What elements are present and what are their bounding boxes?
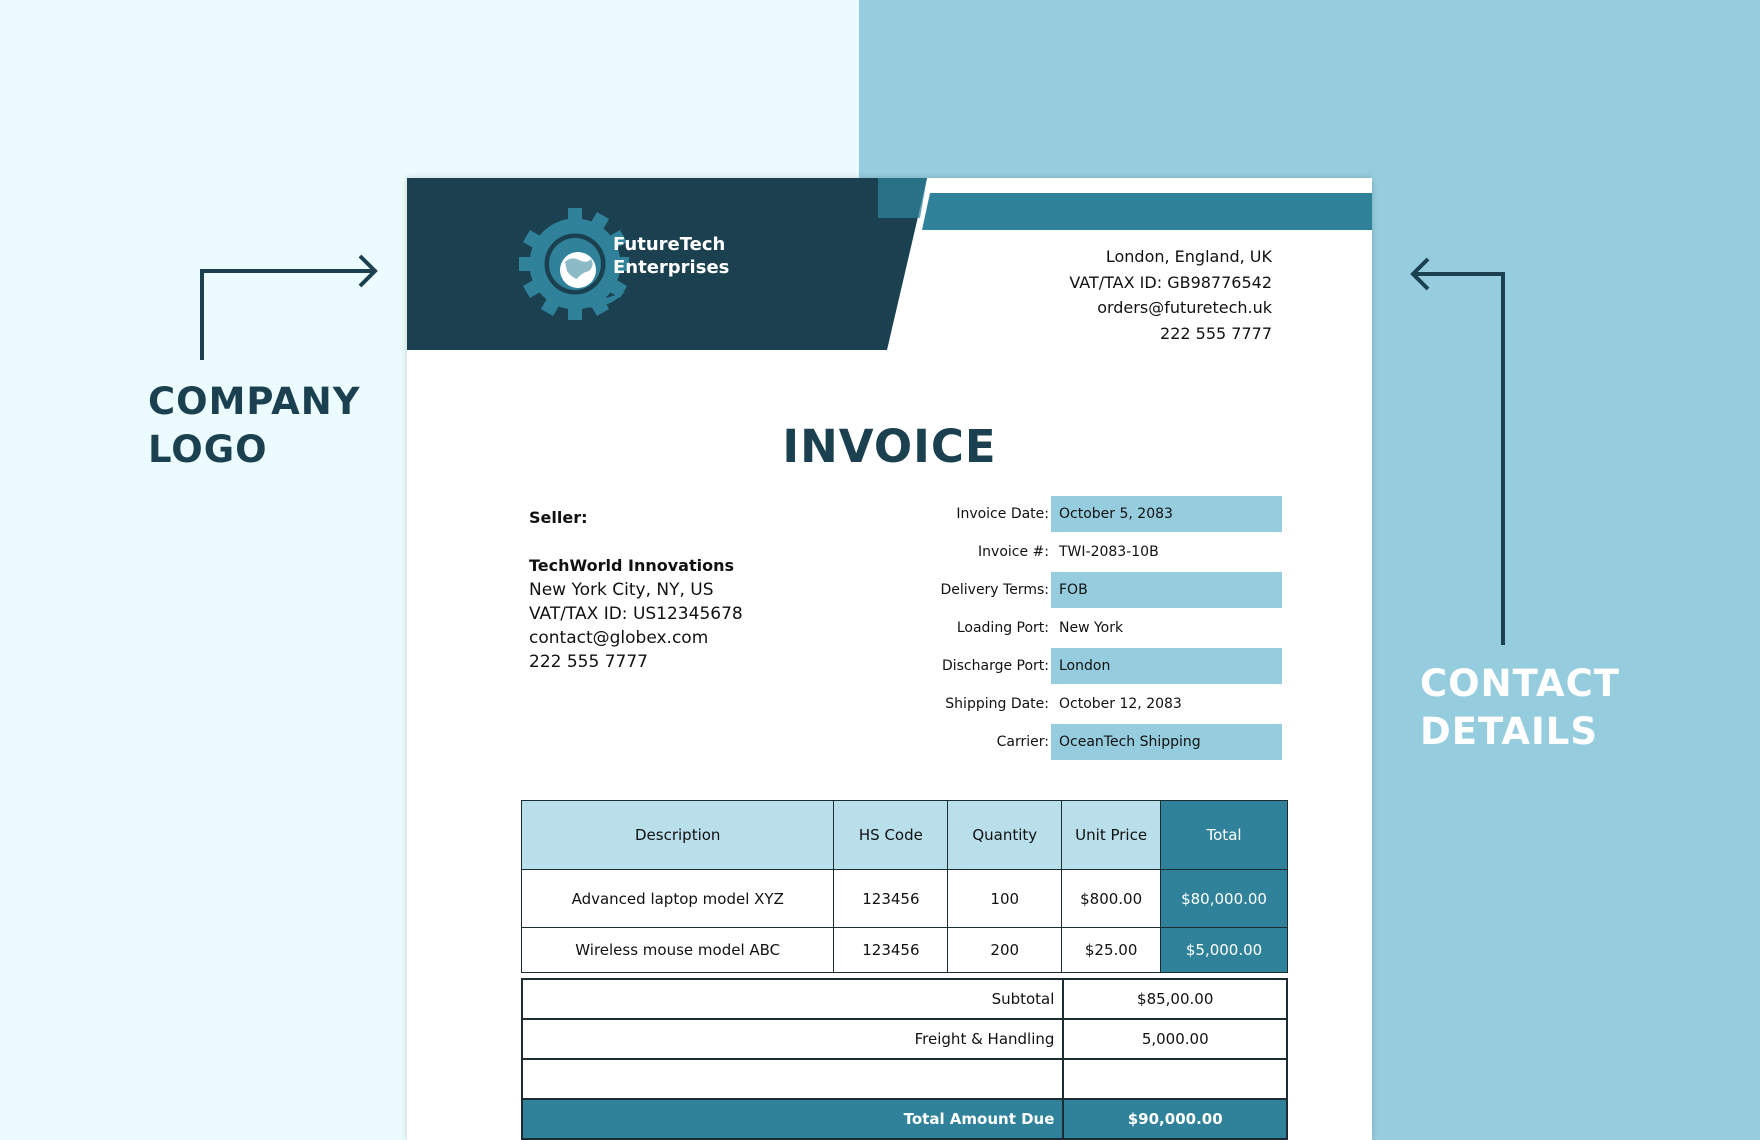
company-name: [613, 233, 729, 279]
company-name-line2: Enterprises: [613, 257, 730, 278]
meta-label: Carrier:: [996, 734, 1049, 750]
meta-shipping-date: [407, 686, 1372, 722]
meta-value: October 5, 2083: [1051, 496, 1282, 532]
empty-cell: [1063, 1059, 1287, 1099]
col-unit-price: Unit Price: [1062, 801, 1161, 870]
meta-value: New York: [1059, 620, 1124, 636]
total-due-row: [522, 1099, 1287, 1139]
meta-value: TWI-2083-10B: [1059, 544, 1159, 560]
freight-row: [522, 1019, 1287, 1059]
cell-description: Wireless mouse model ABC: [522, 928, 834, 973]
callout-contact-line1: CONTACT: [1420, 662, 1620, 705]
table-row: [522, 870, 1288, 928]
meta-label: Invoice #:: [978, 544, 1049, 560]
col-quantity: Quantity: [948, 801, 1062, 870]
empty-cell: [522, 1059, 1063, 1099]
meta-value: FOB: [1051, 572, 1282, 608]
contact-details-callout: [1420, 660, 1620, 756]
meta-label: Shipping Date:: [945, 696, 1049, 712]
meta-loading-port: [407, 610, 1372, 646]
subtotal-label: Subtotal: [522, 979, 1063, 1019]
callout-contact-line2: DETAILS: [1420, 710, 1598, 753]
seller-email: contact@globex.com: [529, 628, 709, 648]
total-due-value: $90,000.00: [1063, 1099, 1287, 1139]
empty-row: [522, 1059, 1287, 1099]
col-hs-code: HS Code: [834, 801, 948, 870]
callout-logo-line2: LOGO: [148, 428, 268, 471]
company-logo-callout: [148, 378, 361, 474]
cell-total: $5,000.00: [1161, 928, 1288, 973]
seller-name: TechWorld Innovations: [529, 556, 734, 575]
company-contact-details: [1069, 244, 1272, 346]
freight-value: 5,000.00: [1063, 1019, 1287, 1059]
callout-logo-line1: COMPANY: [148, 380, 361, 423]
cell-quantity: 200: [948, 928, 1062, 973]
meta-label: Invoice Date:: [956, 506, 1049, 522]
company-name-line1: FutureTech: [613, 234, 726, 255]
meta-value: October 12, 2083: [1059, 696, 1182, 712]
meta-value: London: [1051, 648, 1282, 684]
cell-quantity: 100: [948, 870, 1062, 928]
meta-discharge-port: [407, 648, 1372, 684]
summary-table: [521, 978, 1288, 1140]
meta-label: Loading Port:: [956, 620, 1049, 636]
cell-description: Advanced laptop model XYZ: [522, 870, 834, 928]
seller-label: Seller:: [529, 508, 588, 527]
company-email: orders@futuretech.uk: [1097, 298, 1272, 317]
cell-hs-code: 123456: [834, 870, 948, 928]
seller-phone: 222 555 7777: [529, 652, 648, 672]
table-row: [522, 928, 1288, 973]
cell-hs-code: 123456: [834, 928, 948, 973]
col-description: Description: [522, 801, 834, 870]
meta-invoice-number: [407, 534, 1372, 570]
meta-invoice-date: [407, 496, 1372, 532]
total-due-label: Total Amount Due: [522, 1099, 1063, 1139]
meta-value: OceanTech Shipping: [1051, 724, 1282, 760]
subtotal-value: $85,00.00: [1063, 979, 1287, 1019]
contact-arrow-icon: [1405, 255, 1510, 650]
line-items-table: [521, 800, 1288, 973]
cell-unit-price: $25.00: [1062, 928, 1161, 973]
meta-delivery-terms: [407, 572, 1372, 608]
company-phone: 222 555 7777: [1160, 323, 1272, 343]
meta-label: Delivery Terms:: [940, 582, 1049, 598]
cell-unit-price: $800.00: [1062, 870, 1161, 928]
logo-arrow-icon: [195, 250, 385, 365]
meta-label: Discharge Port:: [941, 658, 1049, 674]
invoice-page: [407, 178, 1372, 1140]
cell-total: $80,000.00: [1161, 870, 1288, 928]
col-total: Total: [1161, 801, 1288, 870]
seller-vat: VAT/TAX ID: US12345678: [529, 604, 743, 624]
company-vat: VAT/TAX ID: GB98776542: [1069, 272, 1272, 292]
seller-address: New York City, NY, US: [529, 580, 714, 600]
subtotal-row: [522, 979, 1287, 1019]
freight-label: Freight & Handling: [522, 1019, 1063, 1059]
table-header-row: [522, 801, 1288, 870]
company-address: London, England, UK: [1105, 247, 1272, 266]
meta-carrier: [407, 724, 1372, 760]
invoice-title: INVOICE: [782, 420, 997, 473]
